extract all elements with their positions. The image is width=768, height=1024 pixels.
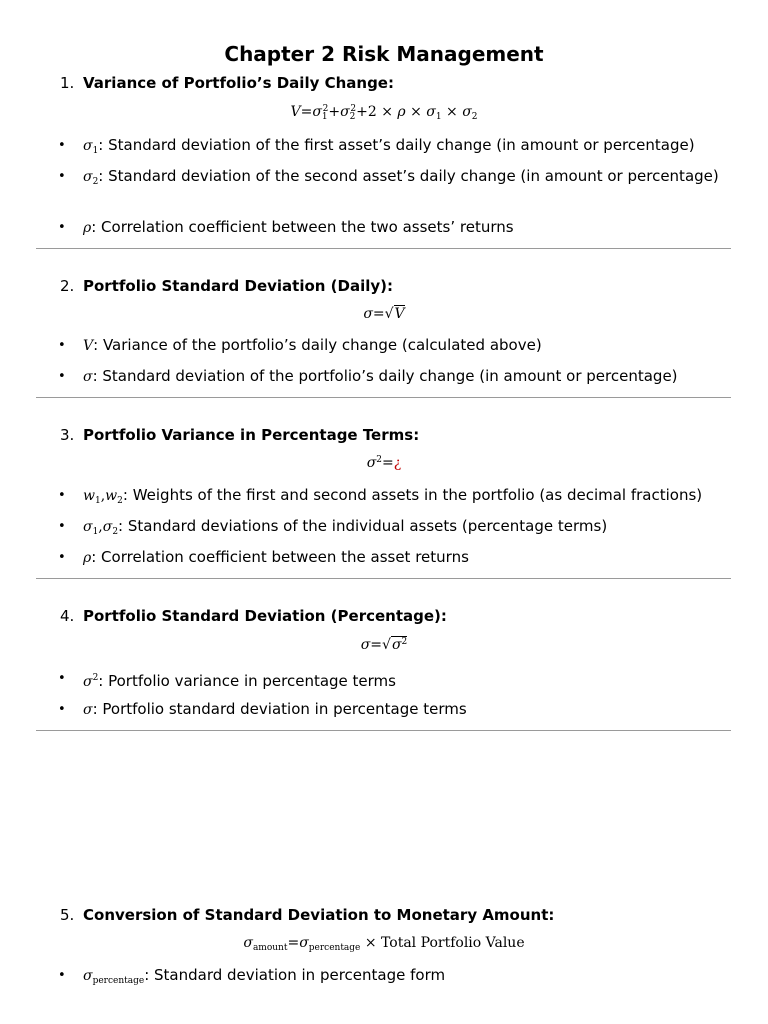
bullet-icon: • <box>58 968 66 983</box>
math-symbol <box>83 169 98 185</box>
list-item-text <box>83 516 733 543</box>
formula-term: σ <box>366 455 377 471</box>
sqrt-icon: √ <box>382 637 391 653</box>
section-2-heading <box>60 277 393 295</box>
formula-term: V <box>394 306 405 322</box>
math-symbol-base: σ <box>102 519 113 535</box>
math-subscript: 1 <box>92 146 99 156</box>
section-4-number: 4. <box>60 607 75 625</box>
section-3-heading <box>60 426 419 444</box>
formula-subscript: 2 <box>471 112 478 122</box>
formula-operator: + <box>328 104 341 120</box>
math-symbol: σ <box>83 702 93 718</box>
list-item-text <box>83 547 733 569</box>
math-symbol: σ <box>83 369 93 385</box>
math-symbol <box>83 488 123 504</box>
bullet-icon: • <box>58 488 66 503</box>
section-2-title: Portfolio Standard Deviation (Daily): <box>83 277 394 295</box>
section-5-heading <box>60 906 554 924</box>
section-divider <box>36 578 731 579</box>
formula-operator: × <box>364 935 377 951</box>
list-item-description: : Correlation coefficient between the two assets’ returns <box>91 218 514 236</box>
formula-operator: × <box>410 104 422 120</box>
list-item-description: : Standard deviations of the individual assets (percentage terms) <box>118 517 608 535</box>
bullet-icon: • <box>58 138 66 153</box>
bullet-icon: • <box>58 519 66 534</box>
formula-term: ρ <box>397 104 406 120</box>
formula-operator: = <box>382 455 394 471</box>
list-item-description: : Correlation coefficient between the asset returns <box>91 548 469 566</box>
math-separator: , <box>98 519 103 535</box>
bullet-icon: • <box>58 338 66 353</box>
list-item-description: : Standard deviation of the first asset’s daily change (in amount or percentage) <box>98 136 695 154</box>
formula-subscript: 1 <box>435 112 442 122</box>
formula-superscript: 2 <box>401 637 408 647</box>
list-item-text <box>83 135 733 162</box>
section-3-number: 3. <box>60 426 75 444</box>
section-2-number: 2. <box>60 277 75 295</box>
math-symbol: V <box>83 338 94 354</box>
formula-term: V <box>290 104 301 120</box>
list-item-text <box>83 366 733 388</box>
formula-operator: × <box>381 104 393 120</box>
math-symbol-base: σ <box>83 674 93 690</box>
section-1-title: Variance of Portfolio’s Daily Change: <box>83 74 394 92</box>
math-symbol-base: w <box>83 488 95 504</box>
formula-operator: = <box>370 637 383 653</box>
list-item-text <box>83 965 733 992</box>
section-4-formula <box>0 637 768 653</box>
math-subscript: 2 <box>92 177 99 187</box>
list-item-description: : Portfolio variance in percentage terms <box>98 672 396 690</box>
section-divider <box>36 397 731 398</box>
list-item-description: : Standard deviation in percentage form <box>144 966 446 984</box>
math-symbol-base: σ <box>83 519 93 535</box>
list-item-description: : Standard deviation of the portfolio’s daily change (in amount or percentage) <box>92 367 678 385</box>
list-item-text <box>83 335 733 357</box>
page-title: Chapter 2 Risk Management <box>224 42 544 66</box>
formula-operator: = <box>300 104 313 120</box>
section-1-number: 1. <box>60 74 75 92</box>
formula-term: σ <box>340 104 350 120</box>
math-symbol-base: σ <box>83 138 93 154</box>
math-symbol <box>83 968 144 984</box>
bullet-icon: • <box>58 671 66 686</box>
math-superscript: 2 <box>92 673 99 683</box>
math-subscript: 2 <box>112 527 119 537</box>
section-3-title: Portfolio Variance in Percentage Terms: <box>83 426 420 444</box>
list-item-description: : Standard deviation of the second asset’s daily change (in amount or percentage) <box>98 167 719 185</box>
formula-operator: = <box>372 306 385 322</box>
list-item-description: : Weights of the first and second assets in the portfolio (as decimal fractions) <box>122 486 703 504</box>
formula-term: σ <box>243 935 253 951</box>
math-separator: , <box>100 488 106 504</box>
section-1-heading <box>60 74 394 92</box>
formula-superscript: 2 <box>350 104 357 114</box>
formula-term: σ <box>312 104 322 120</box>
section-5-title: Conversion of Standard Deviation to Monetary Amount: <box>83 906 555 924</box>
section-2-formula <box>0 306 768 322</box>
math-symbol <box>83 674 98 690</box>
formula-operator: × <box>446 104 458 120</box>
formula-subscript: 1 <box>321 112 328 122</box>
list-item-description: : Portfolio standard deviation in percentage terms <box>92 700 467 718</box>
math-subscript: 1 <box>92 527 99 537</box>
section-3-formula <box>0 455 768 471</box>
formula-term: σ <box>360 637 371 653</box>
section-5-number: 5. <box>60 906 75 924</box>
bullet-icon: • <box>58 702 66 717</box>
math-subscript: percentage <box>92 976 145 986</box>
formula-subscript: amount <box>252 943 288 953</box>
math-subscript: 1 <box>94 496 101 506</box>
math-symbol-base: σ <box>83 169 93 185</box>
section-4-heading <box>60 607 447 625</box>
math-subscript: 2 <box>117 496 123 506</box>
list-item-text <box>83 668 733 693</box>
formula-subscript: percentage <box>308 943 361 953</box>
formula-term: σ <box>462 104 472 120</box>
math-symbol: ρ <box>83 220 92 236</box>
formula-operator: +2 <box>356 104 377 120</box>
formula-superscript: 2 <box>376 455 383 465</box>
formula-operator: = <box>287 935 300 951</box>
bullet-icon: • <box>58 369 66 384</box>
section-5-formula <box>0 935 768 953</box>
section-4-title: Portfolio Standard Deviation (Percentage): <box>83 607 447 625</box>
section-divider <box>36 730 731 731</box>
list-item-description: : Variance of the portfolio’s daily change (calculated above) <box>93 336 542 354</box>
sqrt-icon: √ <box>384 306 394 322</box>
formula-error-glyph: ¿ <box>393 455 402 471</box>
math-symbol <box>83 138 98 154</box>
formula-term: σ <box>426 104 436 120</box>
bullet-icon: • <box>58 169 66 184</box>
formula-term: σ <box>299 935 309 951</box>
formula-superscript: 2 <box>322 104 329 114</box>
list-item-text <box>83 699 733 721</box>
formula-term: σ <box>363 306 373 322</box>
math-symbol: ρ <box>83 550 92 566</box>
bullet-icon: • <box>58 220 66 235</box>
sqrt-argument <box>391 636 407 653</box>
list-item-text <box>83 166 733 193</box>
list-item-text <box>83 217 733 239</box>
math-symbol-base: w <box>105 488 118 504</box>
bullet-icon: • <box>58 550 66 565</box>
section-divider <box>36 248 731 249</box>
formula-term: σ <box>391 637 402 653</box>
math-symbol <box>83 519 118 535</box>
formula-subscript: 2 <box>349 112 356 122</box>
section-1-formula <box>0 104 768 122</box>
formula-text: Total Portfolio Value <box>381 935 525 951</box>
list-item-text <box>83 485 733 512</box>
math-symbol-base: σ <box>83 968 93 984</box>
